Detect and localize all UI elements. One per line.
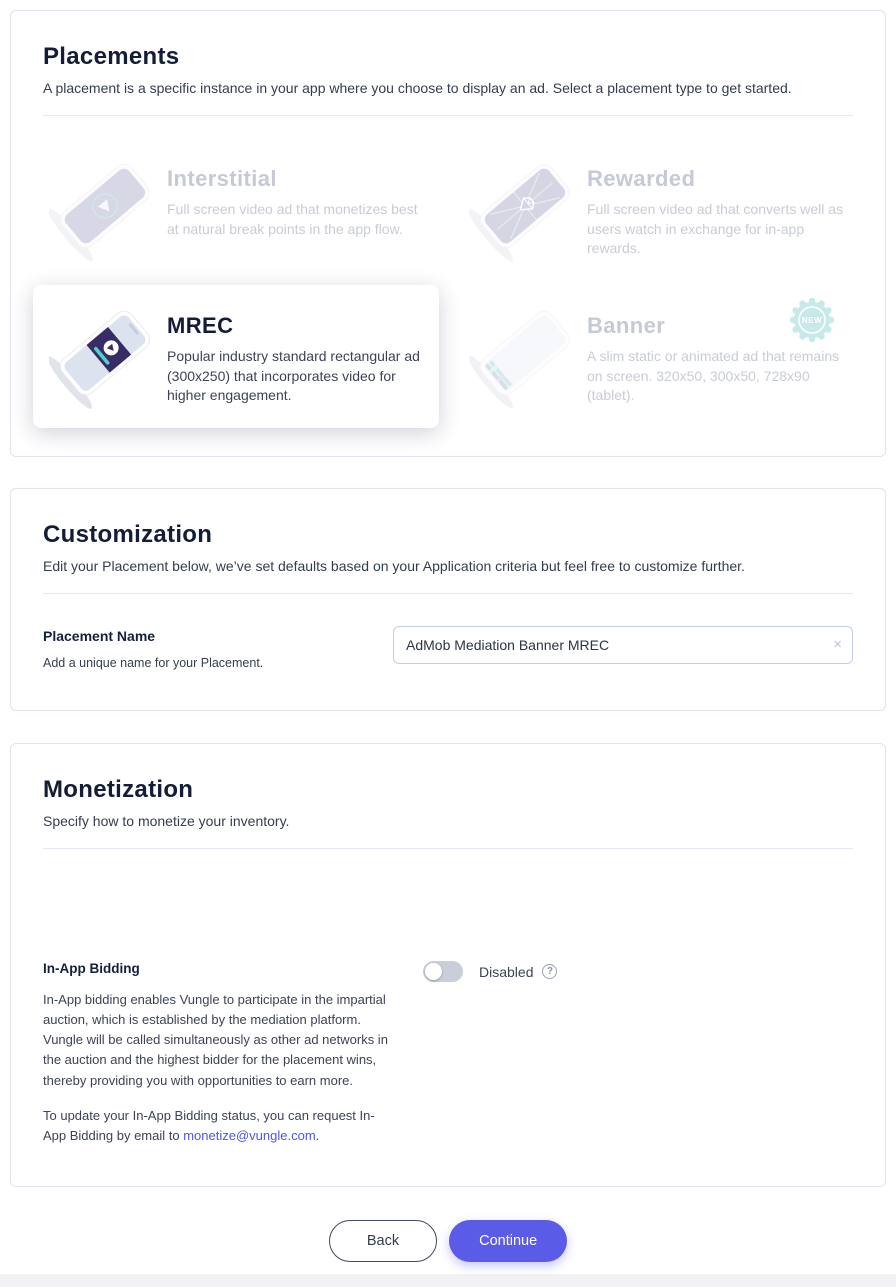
customization-card: [10, 488, 886, 711]
option-title: Rewarded: [587, 166, 696, 191]
monetization-card: [10, 743, 886, 1187]
placement-name-helper: Add a unique name for your Placement.: [43, 656, 264, 670]
placements-card: [10, 10, 886, 457]
rewarded-phone-icon: [469, 154, 587, 267]
monetization-card-header: [11, 744, 885, 849]
placements-subtitle: A placement is a specific instance in your app where you choose to display an ad. Select a placement type to get started.: [43, 80, 792, 96]
option-description: Popular industry standard rectangular ad (300x250) that incorporates video for higher engagement.: [167, 348, 420, 404]
interstitial-phone-icon: [49, 154, 167, 267]
continue-button[interactable]: Continue: [449, 1220, 567, 1262]
option-title: Interstitial: [167, 166, 277, 191]
in-app-bidding-contact: To update your In-App Bidding status, you can request In-App Bidding by email to monetize@vungle.com.: [43, 1107, 375, 1143]
placement-option-interstitial[interactable]: [33, 138, 439, 281]
in-app-bidding-description: In-App bidding enables Vungle to participate in the impartial auction, which is established by the mediation platform. Vungle will be called simultaneously as other ad networks in the auction and the highest bidder for the placement wins, thereby providing you with opportunities to earn more.: [43, 992, 388, 1088]
placement-name-input[interactable]: [393, 626, 853, 664]
customization-card-header: [11, 489, 885, 594]
footer-actions: [0, 1220, 896, 1264]
in-app-bidding-label: In-App Bidding: [43, 961, 140, 976]
toggle-knob: [425, 963, 442, 980]
banner-phone-icon: [469, 301, 587, 414]
mrec-phone-icon: [49, 301, 167, 414]
option-title: MREC: [167, 313, 234, 338]
customization-subtitle: Edit your Placement below, we’ve set defaults based on your Application criteria but feel free to customize further.: [43, 558, 745, 574]
placement-option-banner[interactable]: [453, 285, 859, 428]
new-badge-label: NEW: [801, 316, 823, 326]
placement-name-label: Placement Name: [43, 628, 156, 644]
help-icon[interactable]: ?: [542, 964, 557, 979]
monetization-subtitle: Specify how to monetize your inventory.: [43, 813, 290, 829]
option-description: A slim static or animated ad that remains on screen. 320x50, 300x50, 728x90 (tablet).: [587, 348, 840, 404]
in-app-bidding-status: Disabled: [479, 963, 534, 980]
option-title: Banner: [587, 313, 666, 338]
back-button[interactable]: Back: [329, 1220, 437, 1262]
monetize-email-link[interactable]: monetize@vungle.com: [183, 1127, 316, 1143]
placements-card-header: [11, 11, 885, 116]
customization-title: Customization: [43, 521, 213, 548]
placement-options-grid: [11, 116, 885, 456]
placements-title: Placements: [43, 43, 180, 70]
bottom-strip: [0, 1274, 896, 1287]
placement-name-row: [11, 594, 885, 710]
placement-option-rewarded[interactable]: [453, 138, 859, 281]
in-app-bidding-toggle[interactable]: [423, 961, 463, 982]
placement-option-mrec[interactable]: [33, 285, 439, 428]
new-badge: [789, 297, 835, 348]
in-app-bidding-row: [11, 849, 885, 1186]
monetization-title: Monetization: [43, 776, 194, 803]
option-description: Full screen video ad that converts well as users watch in exchange for in-app rewards.: [587, 201, 844, 257]
option-description: Full screen video ad that monetizes best at natural break points in the app flow.: [167, 201, 418, 237]
clear-input-icon[interactable]: ×: [833, 636, 842, 653]
